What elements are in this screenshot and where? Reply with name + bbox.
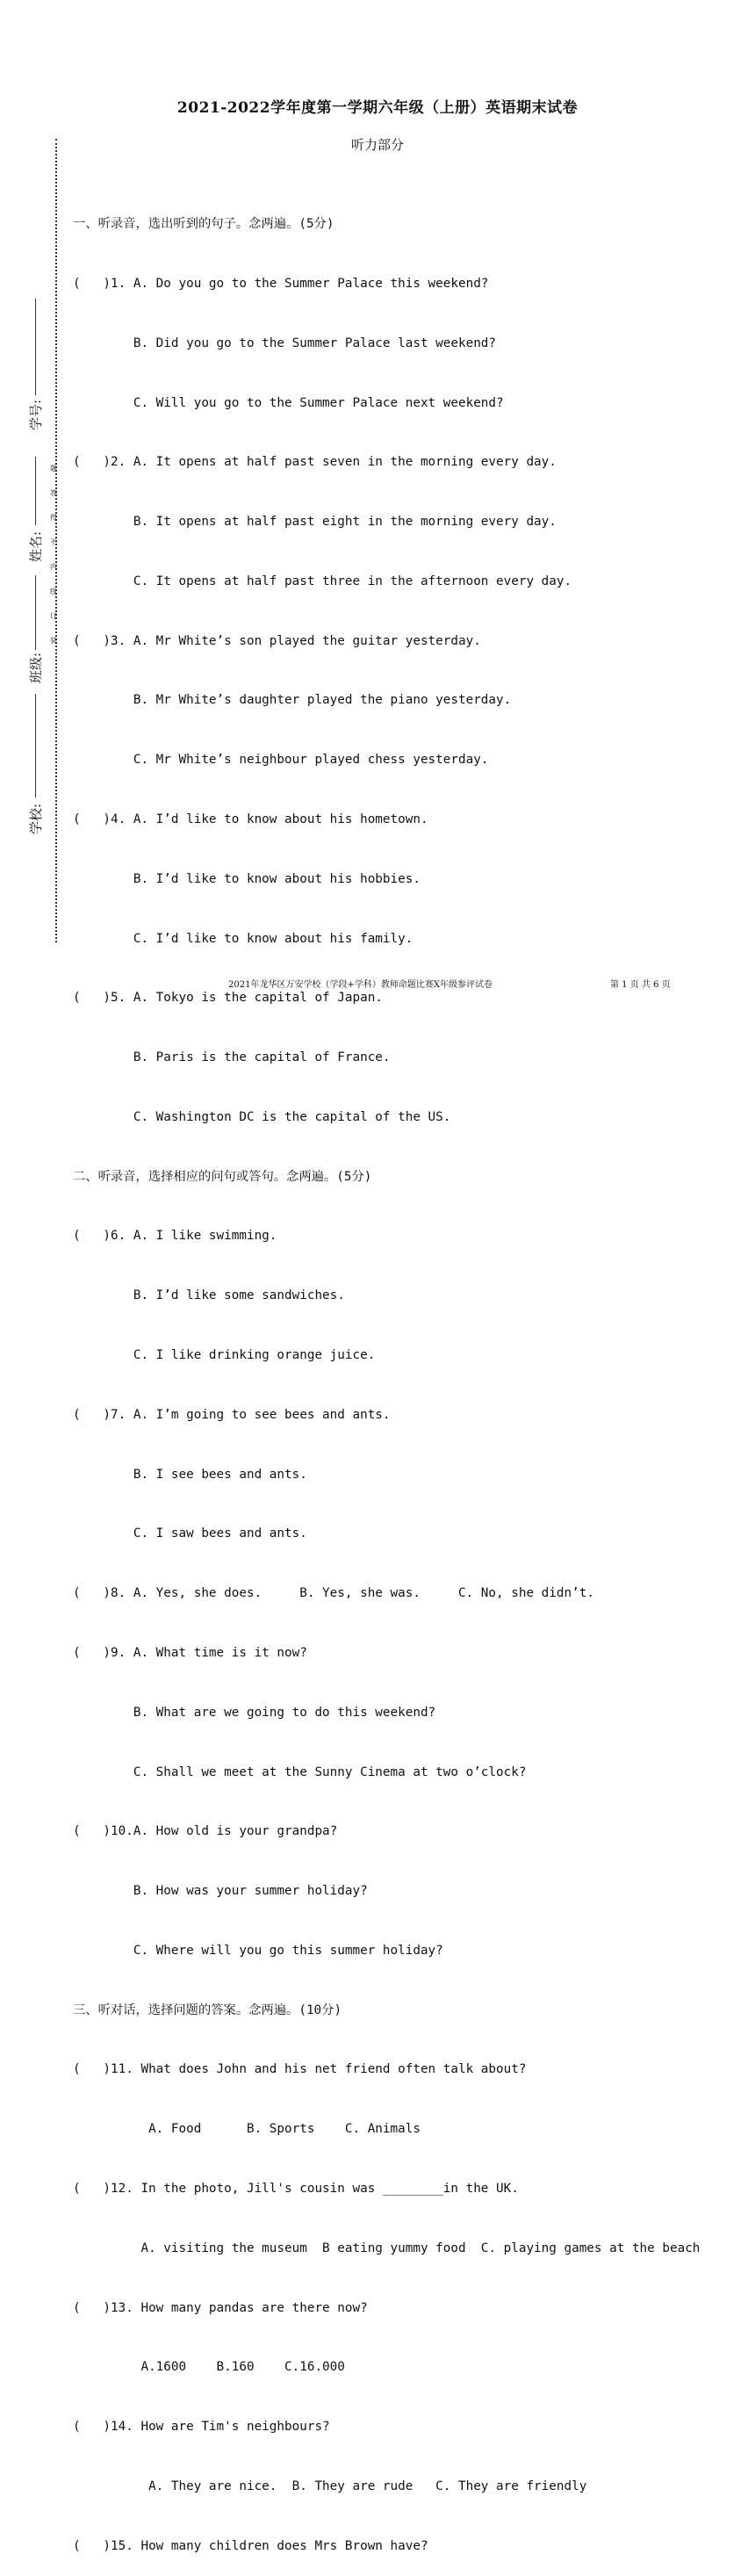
- option-line: B. Did you go to the Summer Palace last weekend?: [73, 336, 497, 350]
- question-line: ( )4. A. I’d like to know about his hometown.: [73, 812, 428, 826]
- question-line: ( )9. A. What time is it now?: [73, 1645, 307, 1660]
- question-line: ( )15. How many children does Mrs Brown have?: [73, 2538, 428, 2553]
- binding-note-char: 题: [50, 465, 57, 473]
- question-line: ( )14. How are Tim's neighbours?: [73, 2420, 330, 2435]
- question-list: [73, 175, 740, 2576]
- footer-exam-info: 2021年龙华区万安学校（学段+学科）教师命题比赛X年级参评试卷: [228, 980, 493, 990]
- option-line: C. I’d like to know about his family.: [73, 931, 413, 946]
- school-underline: [35, 694, 36, 797]
- question-line: ( )7. A. I’m going to see bees and ants.: [73, 1407, 391, 1422]
- question-line: ( )8. A. Yes, she does. B. Yes, she was. C. No, she didn’t.: [73, 1586, 594, 1601]
- binding-note-char: 得: [50, 514, 57, 522]
- option-line: B. Paris is the capital of France.: [73, 1050, 391, 1065]
- option-line: B. What are we going to do this weekend?: [73, 1705, 436, 1720]
- option-line: C. Shall we meet at the Sunny Cinema at two o’clock?: [73, 1764, 527, 1779]
- class-label: 班级:: [28, 652, 44, 683]
- binding-note-char: 不: [50, 538, 57, 546]
- question-line: ( )11. What does John and his net friend often talk about?: [73, 2062, 527, 2077]
- option-line: A. They are nice. B. They are rude C. They are friendly: [73, 2479, 587, 2493]
- option-line: B. Mr White’s daughter played the piano yesterday.: [73, 693, 512, 708]
- option-line: B. I see bees and ants.: [73, 1467, 307, 1482]
- section-1-heading: 一、听录音，选出听到的句子。念两遍。(5分): [73, 217, 334, 232]
- question-line: ( )2. A. It opens at half past seven in the morning every day.: [73, 455, 557, 470]
- option-line: C. Where will you go this summer holiday?: [73, 1943, 443, 1958]
- option-line: C. It opens at half past three in the afternoon every day.: [73, 574, 572, 588]
- number-underline: [35, 299, 36, 395]
- option-line: C. I saw bees and ants.: [73, 1526, 307, 1541]
- option-line: C. Washington DC is the capital of the US.: [73, 1109, 451, 1124]
- question-line: ( )5. A. Tokyo is the capital of Japan.: [73, 991, 383, 1006]
- binding-note-char: 内: [50, 563, 57, 571]
- option-line: C. Will you go to the Summer Palace next weekend?: [73, 395, 504, 410]
- question-line: ( )10.A. How old is your grandpa?: [73, 1824, 338, 1839]
- page-number: 第 1 页 共 6 页: [610, 980, 671, 990]
- student-number-label: 学号:: [28, 399, 44, 430]
- option-line: A. visiting the museum B eating yummy food C. playing games at the beach: [73, 2240, 701, 2255]
- class-underline: [35, 575, 36, 650]
- binding-note-char: 订: [50, 612, 57, 620]
- school-label: 学校:: [28, 803, 44, 834]
- option-line: B. I’d like some sandwiches.: [73, 1288, 345, 1303]
- name-underline: [35, 457, 36, 525]
- option-line: A.1600 B.160 C.16.000: [73, 2360, 345, 2375]
- section-3-heading: 三、听对话，选择问题的答案。念两遍。(10分): [73, 2002, 342, 2017]
- student-name-label: 姓名:: [28, 530, 44, 562]
- option-line: B. How was your summer holiday?: [73, 1884, 368, 1899]
- question-line: ( )1. A. Do you go to the Summer Palace this weekend?: [73, 276, 489, 291]
- option-line: B. It opens at half past eight in the morning every day.: [73, 515, 557, 530]
- exam-title: 2021-2022学年度第一学期六年级（上册）英语期末试卷: [176, 99, 579, 117]
- option-line: C. I like drinking orange juice.: [73, 1348, 376, 1363]
- section-2-heading: 二、听录音，选择相应的问句或答句。念两遍。(5分): [73, 1169, 372, 1184]
- question-line: ( )3. A. Mr White’s son played the guitar yesterday.: [73, 633, 481, 648]
- question-line: ( )12. In the photo, Jill's cousin was ________in the UK.: [73, 2181, 519, 2196]
- binding-note: [49, 457, 58, 653]
- question-line: ( )6. A. I like swimming.: [73, 1229, 277, 1244]
- binding-note-char: 线: [50, 588, 57, 595]
- section-heading-listening: 听力部分: [350, 137, 404, 153]
- question-line: ( )13. How many pandas are there now?: [73, 2300, 368, 2315]
- option-line: A. Food B. Sports C. Animals: [73, 2122, 421, 2137]
- option-line: B. I’d like to know about his hobbies.: [73, 871, 421, 886]
- binding-note-char: 装: [50, 637, 57, 645]
- option-line: C. Mr White’s neighbour played chess yesterday.: [73, 753, 489, 768]
- binding-note-char: 答: [50, 489, 57, 497]
